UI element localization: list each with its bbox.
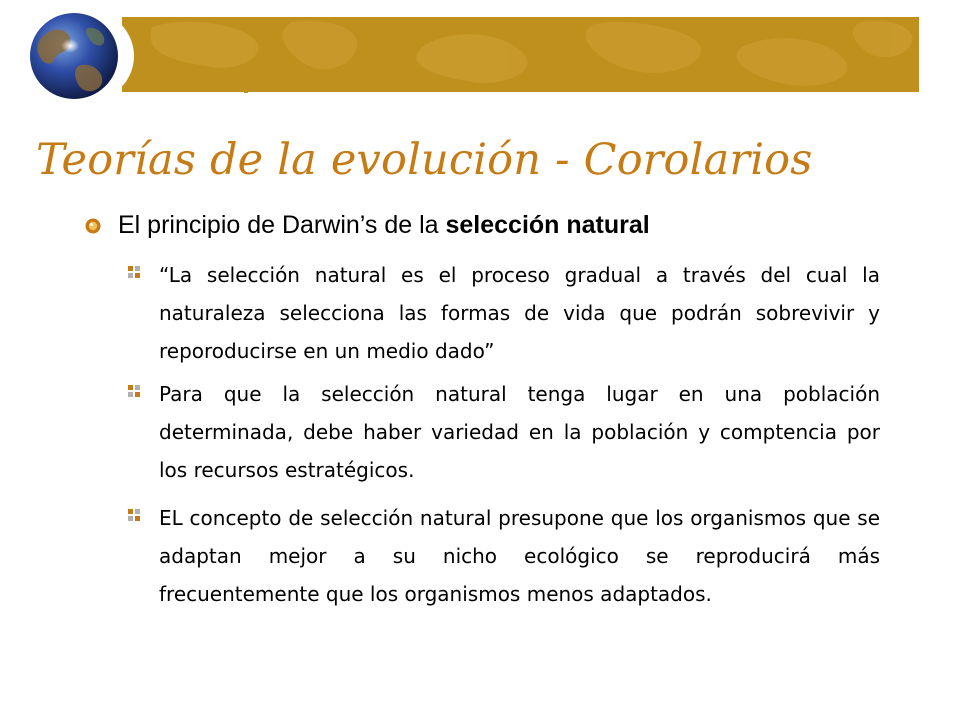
globe-logo [18,4,140,108]
bullet-square-icon [128,385,140,397]
banner-rule [244,92,248,93]
main-bullet-text [118,211,650,240]
banner-map-pattern [122,17,919,92]
subpoint-2 [128,375,880,489]
subpoint-3 [128,499,880,613]
subpoint-3-text: EL concepto de selección natural presupone que los organismos que se adaptan mejor a su nicho ecológico se reproducirá más frecuentemente que los organismos menos adaptados. [159,506,880,606]
bullet-disc-icon [84,217,102,235]
main-bullet-prefix: El principio de Darwin’s de la [118,211,446,239]
header-banner [122,17,919,92]
main-bullet-bold: selección natural [445,211,650,239]
bullet-square-icon [128,266,140,278]
subpoint-2-text: Para que la selección natural tenga lugar en una población determinada, debe haber variedad en la población y comptencia por los recursos estratégicos. [159,382,880,482]
main-bullet [84,211,650,240]
bullet-square-icon [128,509,140,521]
slide-title: Teorías de la evolución - Corolarios [36,135,813,185]
subpoint-1-text: “La selección natural es el proceso gradual a través del cual la naturaleza selecciona las formas de vida que podrán sobrevivir y reporoducirse en un medio dado” [159,263,880,363]
subpoint-1 [128,256,880,370]
globe-icon [18,4,140,108]
